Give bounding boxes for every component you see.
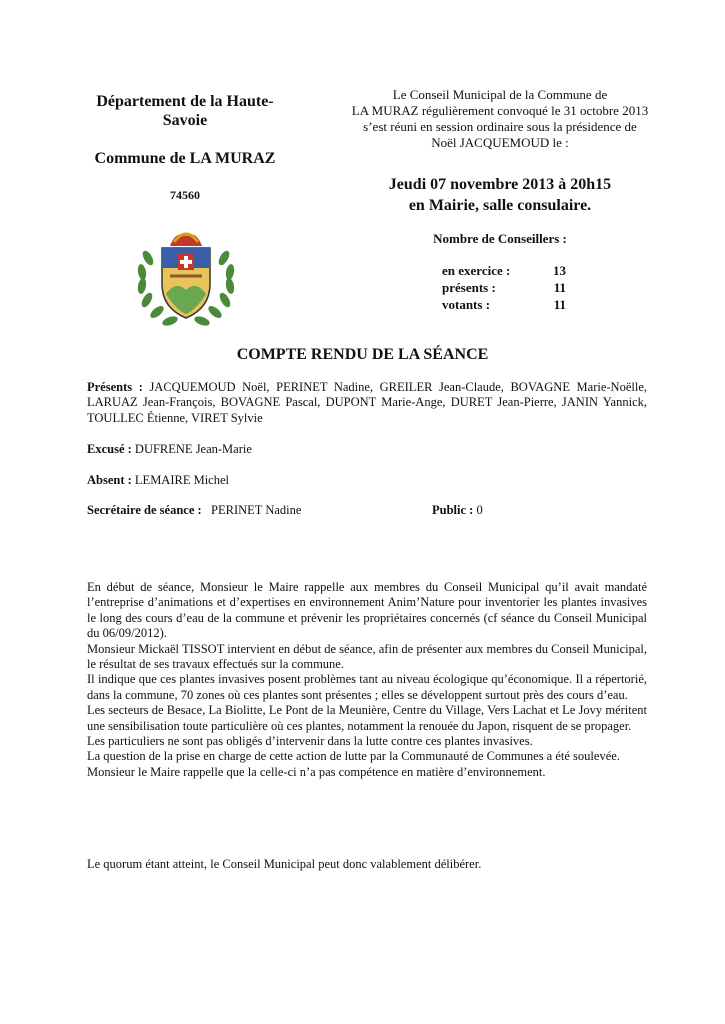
body-paragraph: Les particuliers ne sont pas obligés d’intervenir dans la lutte contre ces plantes invasives. <box>87 734 533 749</box>
minutes-body <box>87 580 647 780</box>
postcode: 74560 <box>170 188 200 202</box>
absent-name: LEMAIRE Michel <box>134 473 230 487</box>
count-label: présents : <box>442 280 496 295</box>
public-count: 0 <box>476 503 483 517</box>
body-paragraph: Les secteurs de Besace, La Biolitte, Le Pont de la Meunière, Centre du Village, Vers Lachat et Le Jovy méritent une sensibilisation toute particulière où ces plantes, notamment la renouée du Japon, risquent de se propager. <box>87 703 647 733</box>
meeting-intro <box>325 87 675 151</box>
coat-of-arms-emblem <box>132 224 240 332</box>
intro-line: s’est réuni en session ordinaire sous la présidence de <box>363 119 637 134</box>
councillors-counts <box>442 262 566 313</box>
public-line <box>432 503 483 518</box>
meeting-place: en Mairie, salle consulaire. <box>408 197 592 214</box>
excuse-line <box>87 442 647 457</box>
count-row <box>442 262 566 279</box>
presents-paragraph <box>87 380 647 426</box>
secretary-label: Secrétaire de séance : <box>87 503 202 517</box>
body-paragraph: Monsieur le Maire rappelle que la celle-ci n’a pas compétence en matière d’environnement. <box>87 764 546 779</box>
count-value: 11 <box>553 297 566 312</box>
public-label: Public : <box>432 503 474 517</box>
count-label: en exercice : <box>442 263 511 278</box>
department-heading <box>80 92 290 130</box>
secretary-name: PERINET Nadine <box>211 503 302 517</box>
presents-label: Présents : <box>87 380 143 394</box>
department-text: Département de la Haute-Savoie <box>96 93 274 129</box>
councillors-title: Nombre de Conseillers : <box>433 231 567 246</box>
count-row <box>442 296 566 313</box>
intro-line: LA MURAZ régulièrement convoqué le 31 octobre 2013 <box>351 103 649 118</box>
body-paragraph: En début de séance, Monsieur le Maire rappelle aux membres du Conseil Municipal qu’il avait mandaté l’entreprise d’animations et d’expertises en environnement Anim’Nature pour inventorier les plantes invasives le long des cours d’eau de la commune et prévenir les propriétaires concernés (cf séance du Conseil Municipal du 06/09/2012). <box>87 580 647 641</box>
presents-list: JACQUEMOUD Noël, PERINET Nadine, GREILER Jean-Claude, BOVAGNE Marie-Noëlle, LARUAZ Jean-François, BOVAGNE Pascal, DUPONT Marie-Ange, DURET Jean-Pierre, JANIN Yannick, TOULLEC Étienne, VIRET Sylvie <box>87 380 647 425</box>
meeting-date: Jeudi 07 novembre 2013 à 20h15 <box>388 176 612 193</box>
body-paragraph: Il indique que ces plantes invasives posent problèmes tant au niveau écologique qu’économique. Il a répertorié, dans la commune, 70 zones où ces plantes sont présentes ; elles se développent surtout près des cours d’eau. <box>87 672 647 702</box>
quorum-statement: Le quorum étant atteint, le Conseil Municipal peut donc valablement délibérer. <box>87 857 482 871</box>
document-title: COMPTE RENDU DE LA SÉANCE <box>236 346 489 363</box>
absent-line <box>87 473 647 488</box>
intro-line: Le Conseil Municipal de la Commune de <box>392 87 608 102</box>
commune-heading: Commune de LA MURAZ <box>94 150 276 167</box>
count-label: votants : <box>442 297 491 312</box>
meeting-datetime <box>325 174 675 216</box>
excuse-name: DUFRENE Jean-Marie <box>134 442 252 456</box>
excuse-label: Excusé : <box>87 442 132 456</box>
body-paragraph: Monsieur Mickaël TISSOT intervient en début de séance, afin de présenter aux membres du Conseil Municipal, le résultat de ses travaux effectués sur la commune. <box>87 641 647 672</box>
count-value: 13 <box>553 263 566 278</box>
absent-label: Absent : <box>87 473 132 487</box>
intro-line: Noël JACQUEMOUD le : <box>431 135 569 150</box>
count-value: 11 <box>553 280 566 295</box>
secretary-line <box>87 503 301 518</box>
body-paragraph: La question de la prise en charge de cette action de lutte par la Communauté de Communes a été soulevée. <box>87 749 620 764</box>
count-row <box>442 279 566 296</box>
